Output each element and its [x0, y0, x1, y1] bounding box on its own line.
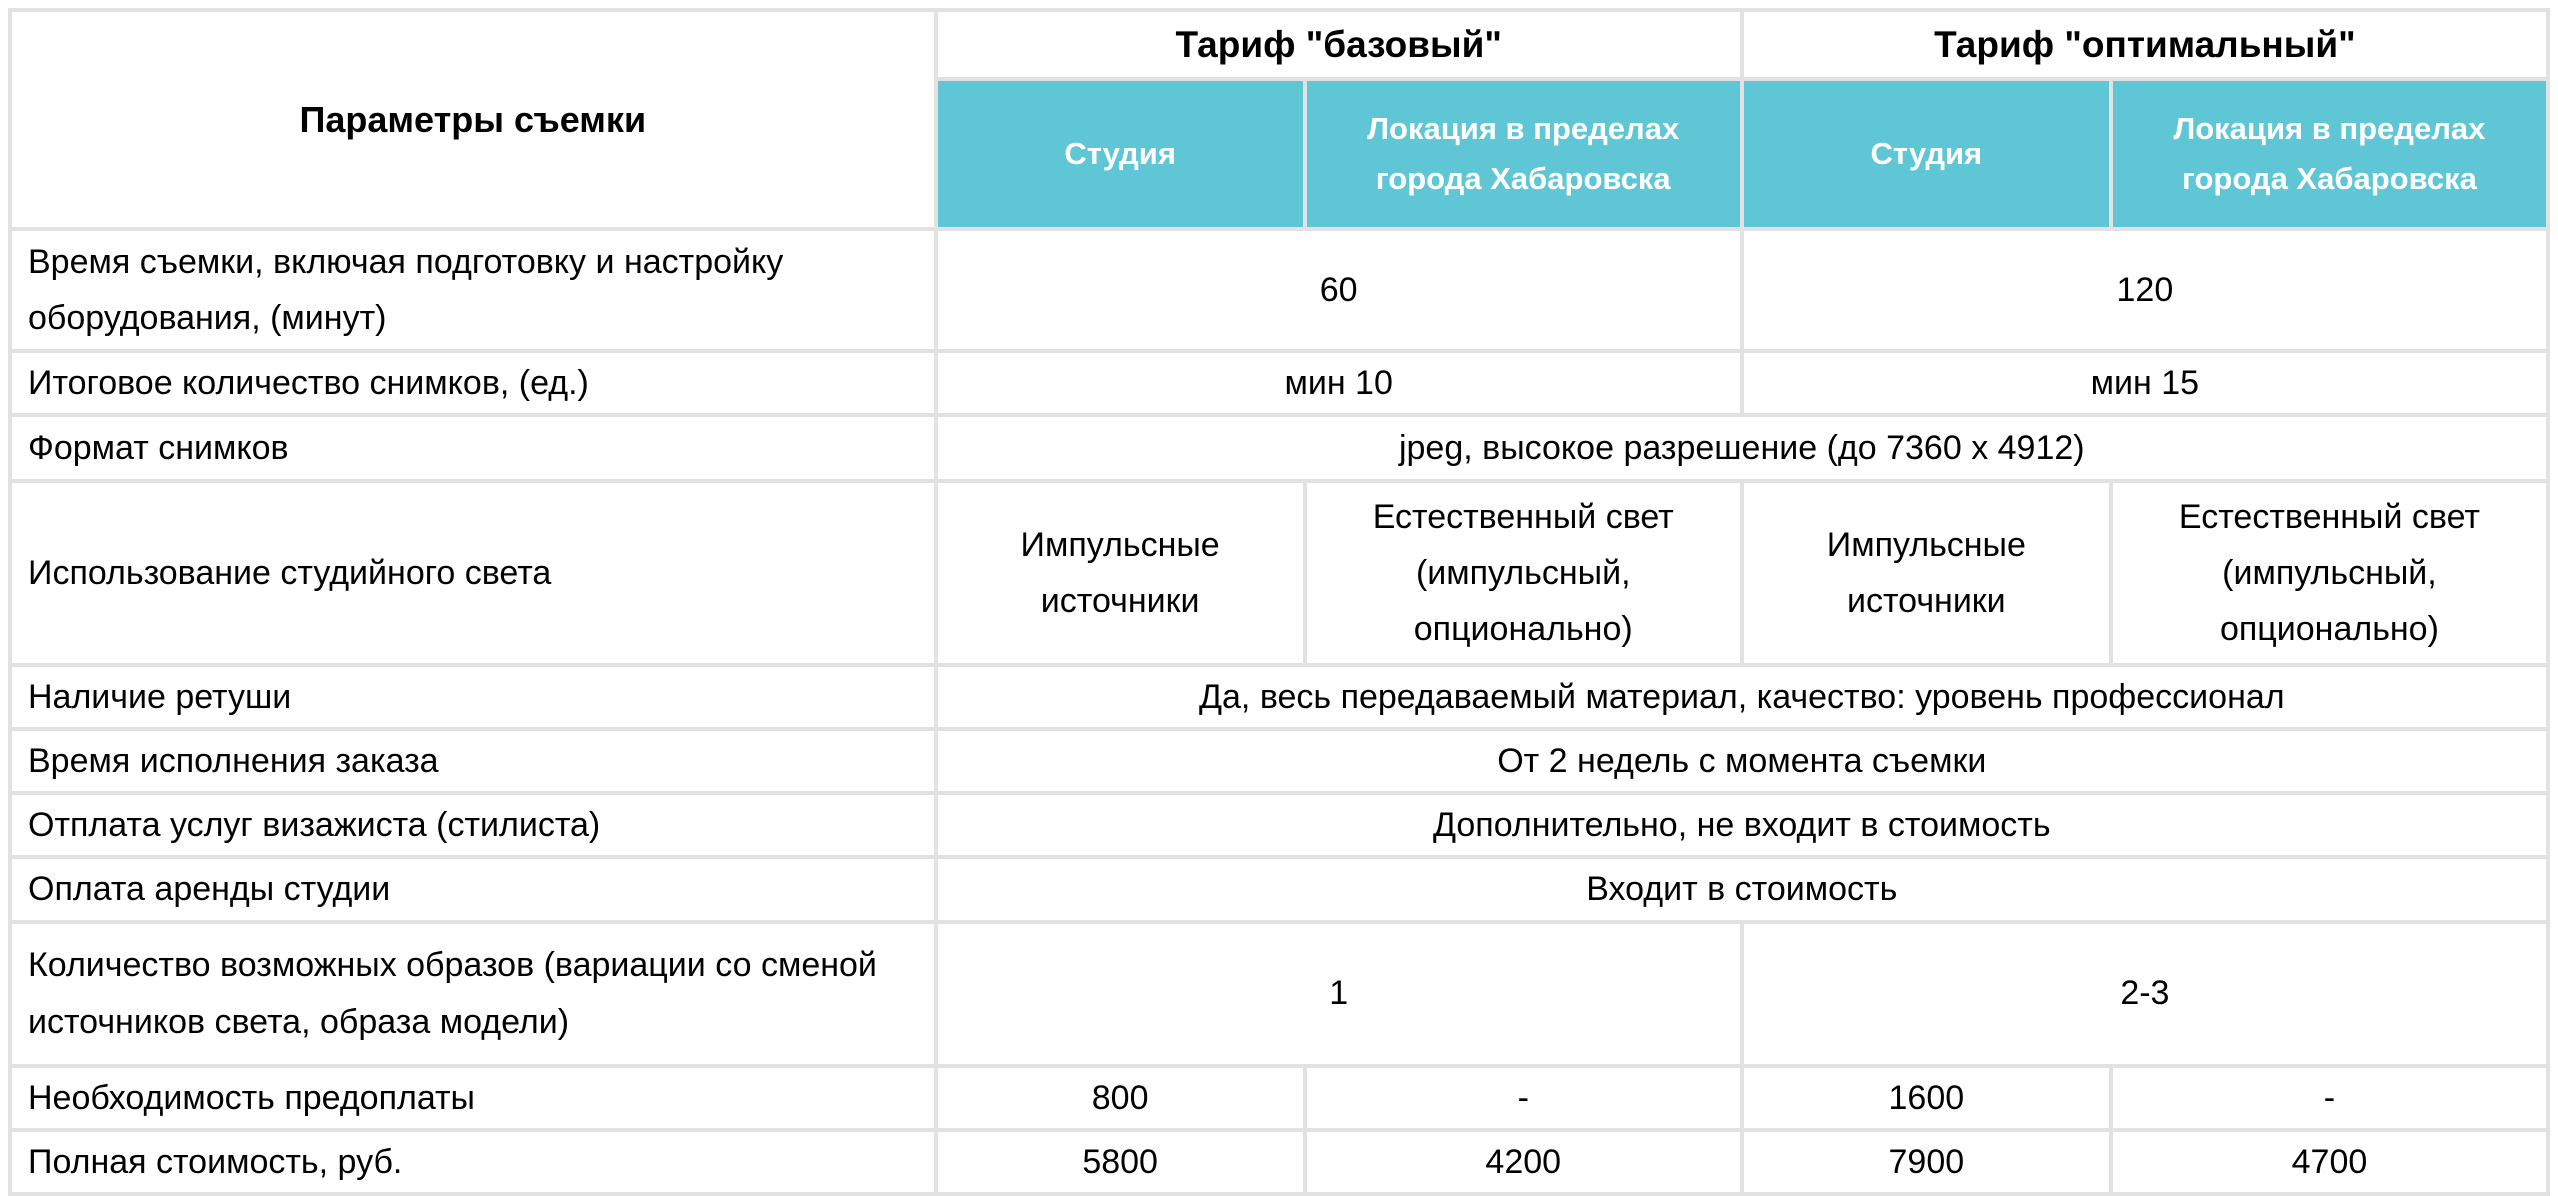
- row-label: Итоговое количество снимков, (ед.): [12, 353, 934, 413]
- cell-value: Да, весь передаваемый материал, качество: уровень профессионал: [938, 667, 2546, 727]
- tariff-title-basic: Тариф "базовый": [938, 12, 1740, 77]
- row-label: Использование студийного света: [12, 483, 934, 663]
- table-row: [12, 353, 2546, 413]
- cell-value: мин 15: [1744, 353, 2546, 413]
- table-row: [12, 667, 2546, 727]
- cell-value: От 2 недель с момента съемки: [938, 731, 2546, 791]
- cell-value: -: [2113, 1068, 2546, 1128]
- cell-value: 1600: [1744, 1068, 2109, 1128]
- row-label: Оплата аренды студии: [12, 859, 934, 919]
- table-row: [12, 1132, 2546, 1192]
- row-label: Формат снимков: [12, 417, 934, 479]
- cell-value: 1: [938, 924, 1740, 1064]
- cell-value: мин 10: [938, 353, 1740, 413]
- cell-value: Импульсные источники: [938, 483, 1303, 663]
- subheader-optimal-location: Локация в пределах города Хабаровска: [2113, 81, 2546, 227]
- table-row: [12, 731, 2546, 791]
- corner-header: Параметры съемки: [12, 12, 934, 227]
- table-row: [12, 1068, 2546, 1128]
- cell-value: 4200: [1307, 1132, 1740, 1192]
- row-label: Необходимость предоплаты: [12, 1068, 934, 1128]
- cell-value: Импульсные источники: [1744, 483, 2109, 663]
- cell-value: 2-3: [1744, 924, 2546, 1064]
- tariff-comparison-table: [8, 8, 2550, 1196]
- row-label: Наличие ретуши: [12, 667, 934, 727]
- tariff-title-optimal: Тариф "оптимальный": [1744, 12, 2546, 77]
- table-row: [12, 483, 2546, 663]
- table-row: [12, 795, 2546, 855]
- row-label: Количество возможных образов (вариации со сменой источников света, образа модели): [12, 924, 934, 1064]
- row-label: Время исполнения заказа: [12, 731, 934, 791]
- cell-value: 120: [1744, 231, 2546, 349]
- subheader-basic-studio: Студия: [938, 81, 1303, 227]
- cell-value: 4700: [2113, 1132, 2546, 1192]
- subheader-optimal-studio: Студия: [1744, 81, 2109, 227]
- subheader-basic-location: Локация в пределах города Хабаровска: [1307, 81, 1740, 227]
- row-label: Полная стоимость, руб.: [12, 1132, 934, 1192]
- cell-value: jpeg, высокое разрешение (до 7360 х 4912): [938, 417, 2546, 479]
- header-row-tariffs: [12, 12, 2546, 77]
- cell-value: 800: [938, 1068, 1303, 1128]
- cell-value: 5800: [938, 1132, 1303, 1192]
- table-row: [12, 417, 2546, 479]
- cell-value: Естественный свет (импульсный, опционально): [2113, 483, 2546, 663]
- cell-value: 60: [938, 231, 1740, 349]
- cell-value: Естественный свет (импульсный, опционально): [1307, 483, 1740, 663]
- cell-value: Входит в стоимость: [938, 859, 2546, 919]
- table-row: [12, 924, 2546, 1064]
- table-row: [12, 231, 2546, 349]
- table-row: [12, 859, 2546, 919]
- row-label: Время съемки, включая подготовку и настройку оборудования, (минут): [12, 231, 934, 349]
- cell-value: -: [1307, 1068, 1740, 1128]
- row-label: Отплата услуг визажиста (стилиста): [12, 795, 934, 855]
- cell-value: 7900: [1744, 1132, 2109, 1192]
- cell-value: Дополнительно, не входит в стоимость: [938, 795, 2546, 855]
